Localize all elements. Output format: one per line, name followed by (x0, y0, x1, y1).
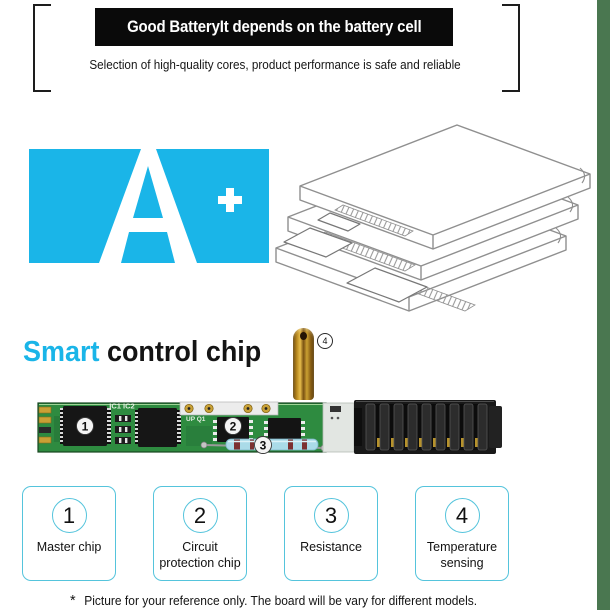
footnote-text: Picture for your reference only. The board will be vary for different models. (84, 593, 478, 608)
asterisk-marker: * (70, 592, 76, 609)
legend-item-temperature-sensing (415, 486, 509, 581)
legend-item-circuit-protection-chip (153, 486, 247, 581)
legend-number-1: 1 (52, 498, 87, 533)
legend-label-4: Temperature sensing (426, 540, 498, 570)
ic-chip-2 (135, 408, 181, 447)
callout-4-badge: 4 (317, 333, 333, 349)
section-title-highlight: Smart (23, 336, 100, 368)
temperature-probe (293, 328, 314, 400)
battery-cells-illustration (275, 98, 595, 313)
silkscreen-q-label: UP Q1 (186, 416, 206, 423)
callout-3-number: 3 (259, 438, 267, 453)
callout-2-number: 2 (229, 419, 237, 434)
section-title-rest: control chip (99, 336, 262, 368)
legend-label-1: Master chip (36, 540, 102, 554)
subtitle-text: Selection of high-quality cores, product performance is safe and reliable (89, 57, 461, 72)
legend-number-2: 2 (183, 498, 218, 533)
pcb-illustration (36, 396, 506, 458)
protection-chip (213, 417, 253, 442)
a-plus-glyphs (29, 149, 269, 263)
legend-number-3: 3 (314, 498, 349, 533)
legend-item-resistance (284, 486, 378, 581)
headline-text: Good BatteryIt depends on the battery cell (126, 17, 422, 36)
test-pad-strip (180, 402, 278, 415)
callout-1-number: 1 (81, 419, 89, 434)
frame-bracket-left (33, 4, 51, 92)
legend-label-2: Circuit protection chip (159, 540, 241, 570)
board-shield-section (323, 403, 354, 452)
section-title (23, 336, 261, 369)
probe-tip-dot (300, 332, 307, 340)
headline-banner (95, 8, 453, 46)
legend-item-master-chip (22, 486, 116, 581)
grade-a-plus-badge (29, 149, 269, 263)
resistor-array (115, 415, 131, 444)
connector-pins (366, 404, 487, 450)
silkscreen-ic-label: IC1 IC2 (109, 401, 135, 411)
legend-number-4: 4 (445, 498, 480, 533)
footnote (70, 592, 477, 609)
frame-bracket-right (502, 4, 520, 92)
letter-a-glyph (99, 149, 197, 263)
plus-icon (218, 188, 242, 212)
legend-label-3: Resistance (300, 540, 362, 554)
ic-chip-1 (60, 406, 111, 446)
adjacent-image-edge (597, 0, 610, 610)
battery-connector (354, 400, 502, 454)
